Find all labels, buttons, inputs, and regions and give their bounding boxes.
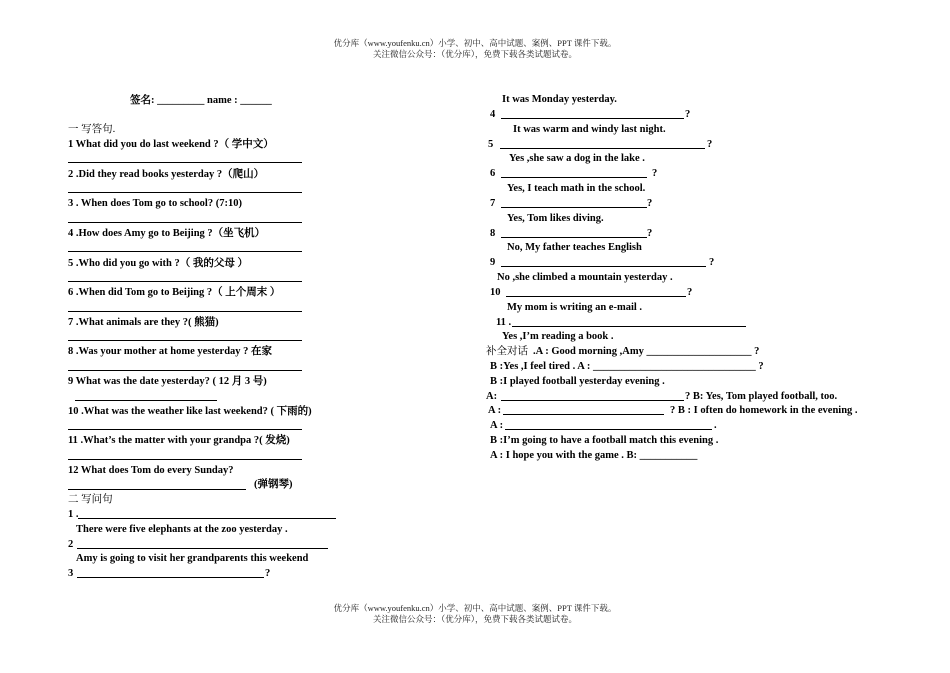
question-11: 11 .What’s the matter with your grandpa ?( 发烧) <box>68 435 290 446</box>
question-2: 2 .Did they read books yesterday ?（爬山） <box>68 169 265 180</box>
right-answer-9: No ,she climbed a mountain yesterday . <box>497 272 673 283</box>
right-qmark-8: ? <box>647 228 653 239</box>
answer-line-6[interactable] <box>68 311 302 312</box>
right-answer-8: No, My father teaches English <box>507 242 642 253</box>
right-answer-4: It was warm and windy last night. <box>513 124 666 135</box>
right-qmark-5: ? <box>707 139 713 150</box>
answer-line-11[interactable] <box>68 459 302 460</box>
answer-line-5[interactable] <box>68 281 302 282</box>
right-number-7: 7 <box>490 198 496 209</box>
question-7: 7 .What animals are they ?( 熊猫) <box>68 317 219 328</box>
question-line-7[interactable] <box>501 207 647 208</box>
right-number-6: 6 <box>490 168 496 179</box>
right-answer-11: Yes ,I’m reading a book . <box>502 331 614 342</box>
page-footer <box>0 603 950 625</box>
right-qmark-4: ? <box>685 109 691 120</box>
right-qmark-10: ? <box>687 287 693 298</box>
header-line-1: 优分库（www.youfenku.cn）小学、初中、高中试题、案例、PPT 课件下载。 <box>333 38 617 48</box>
dialogue-line-2: B :Yes ,I feel tired . A : _______________________________ ? <box>490 361 764 372</box>
question-10: 10 .What was the weather like last weekend? ( 下雨的) <box>68 406 312 417</box>
right-answer-6: Yes, I teach math in the school. <box>507 183 646 194</box>
dialogue-line-6-rest: . <box>714 420 717 431</box>
dialogue-line-1: .A : Good morning ,Amy ____________________ ? <box>533 346 760 357</box>
right-qmark-7: ? <box>647 198 653 209</box>
question-line-s2-3[interactable] <box>77 577 264 578</box>
header-line-2: 关注微信公众号：（优分库），免费下载各类试题试卷。 <box>372 49 577 59</box>
question-line-5[interactable] <box>500 148 705 149</box>
answer-line-4[interactable] <box>68 251 302 252</box>
answer-line-12[interactable] <box>68 489 246 490</box>
question-line-8[interactable] <box>501 237 647 238</box>
answer-line-9[interactable] <box>75 400 217 401</box>
answer-line-1[interactable] <box>68 162 302 163</box>
question-4: 4 .How does Amy go to Beijing ?（坐飞机） <box>68 228 266 239</box>
dialogue-line-3: B :I played football yesterday evening . <box>490 376 665 387</box>
dialogue-line-7: B :I’m going to have a football match this evening . <box>490 435 719 446</box>
dialogue-line-8: A : I hope you with the game . B: ___________ <box>490 450 698 461</box>
section-2-answer-2: Amy is going to visit her grandparents this weekend <box>76 553 309 564</box>
answer-line-3[interactable] <box>68 222 302 223</box>
question-5: 5 .Who did you go with ?（ 我的父母 ） <box>68 258 248 269</box>
section-2-title: 二 写问句 <box>68 494 113 505</box>
right-number-11: 11 . <box>496 317 512 328</box>
page-header <box>0 38 950 60</box>
section-2-answer-1: There were five elephants at the zoo yesterday . <box>76 524 288 535</box>
dialogue-blank-4[interactable] <box>501 400 684 401</box>
right-answer-3: It was Monday yesterday. <box>502 94 617 105</box>
footer-line-1: 优分库（www.youfenku.cn）小学、初中、高中试题、案例、PPT 课件下载。 <box>333 603 617 613</box>
signature-line: 签名: _________ name : ______ <box>130 95 272 106</box>
right-number-8: 8 <box>490 228 496 239</box>
right-answer-7: Yes, Tom likes diving. <box>507 213 604 224</box>
question-12: 12 What does Tom do every Sunday? <box>68 465 234 476</box>
right-answer-5: Yes ,she saw a dog in the lake . <box>509 153 645 164</box>
question-9: 9 What was the date yesterday? ( 12 月 3 号) <box>68 376 267 387</box>
right-qmark-9: ? <box>709 257 715 268</box>
question-mark-s2-3: ? <box>265 568 271 579</box>
dialogue-line-4-rest: ? B: Yes, Tom played football, too. <box>685 391 838 402</box>
question-line-4[interactable] <box>501 118 684 119</box>
right-number-5: 5 <box>488 139 494 150</box>
question-line-6[interactable] <box>501 177 647 178</box>
right-answer-10: My mom is writing an e-mail . <box>507 302 643 313</box>
question-line-9[interactable] <box>501 266 706 267</box>
answer-line-10[interactable] <box>68 429 302 430</box>
dialogue-line-5-rest: ? B : I often do homework in the evening . <box>670 405 858 416</box>
footer-line-2: 关注微信公众号：（优分库），免费下载各类试题试卷。 <box>372 614 577 624</box>
dialogue-line-6-speaker: A : <box>490 420 504 431</box>
question-3: 3 . When does Tom go to school? (7:10) <box>68 198 242 209</box>
section-2-number-1: 1 . <box>68 509 79 520</box>
dialogue-line-5-speaker: A : <box>488 405 502 416</box>
right-qmark-6: ? <box>652 168 658 179</box>
question-8: 8 .Was your mother at home yesterday ? 在家 <box>68 346 273 357</box>
question-line-11[interactable] <box>512 326 746 327</box>
question-1: 1 What did you do last weekend ?（ 学中文） <box>68 139 274 150</box>
answer-line-2[interactable] <box>68 192 302 193</box>
question-12-hint: (弹钢琴) <box>254 479 293 490</box>
right-number-9: 9 <box>490 257 496 268</box>
right-number-10: 10 <box>490 287 501 298</box>
question-line-s2-1[interactable] <box>78 518 336 519</box>
question-line-s2-2[interactable] <box>77 548 328 549</box>
dialogue-title: 补全对话 <box>486 346 528 357</box>
section-2-number-3: 3 <box>68 568 74 579</box>
question-6: 6 .When did Tom go to Beijing ?（ 上个周末 ） <box>68 287 281 298</box>
answer-line-8[interactable] <box>68 370 302 371</box>
section-1-title: 一 写答句. <box>68 124 116 135</box>
right-number-4: 4 <box>490 109 496 120</box>
dialogue-blank-6[interactable] <box>505 429 712 430</box>
question-line-10[interactable] <box>506 296 686 297</box>
section-2-number-2: 2 <box>68 539 74 550</box>
answer-line-7[interactable] <box>68 340 302 341</box>
dialogue-blank-5[interactable] <box>503 414 664 415</box>
dialogue-line-4-speaker: A: <box>486 391 498 402</box>
